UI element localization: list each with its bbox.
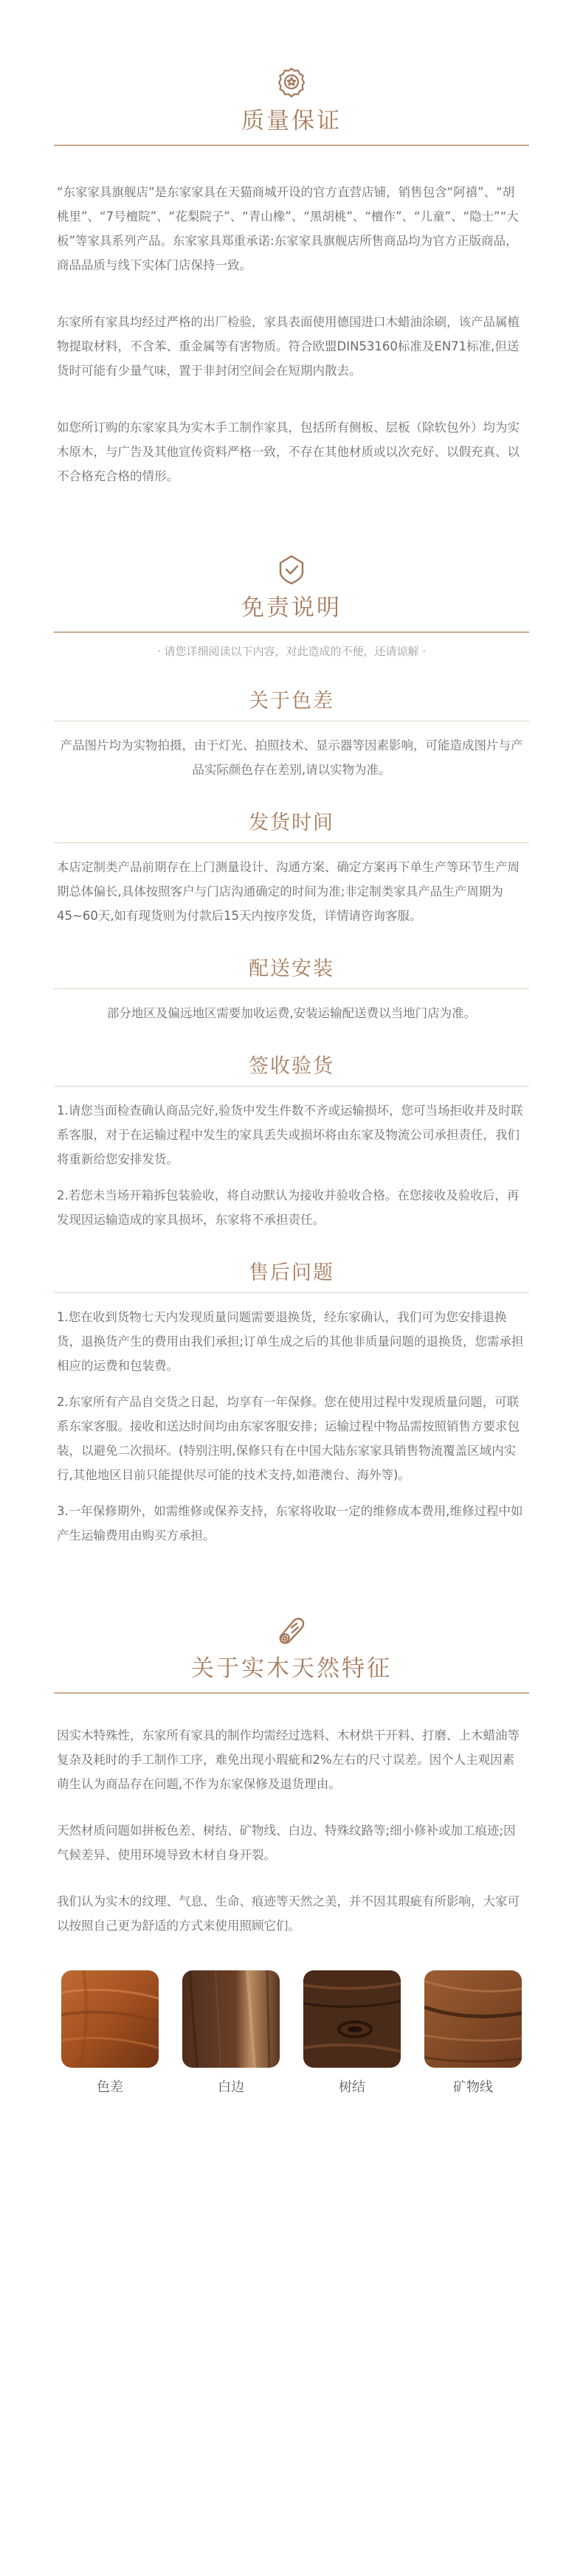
wood-paragraph-3: 我们认为实木的纹理、气息、生命、痕迹等天然之美，并不因其瑕疵有所影响，大家可以按照自己更为舒适的方式来使用照顾它们。: [57, 1894, 520, 1933]
sample-knot: [303, 1970, 401, 2096]
inspection-divider: [54, 1086, 529, 1087]
sample-label-white-edge: 白边: [218, 2080, 244, 2095]
quality-title: 质量保证: [241, 108, 342, 134]
quality-header: [0, 0, 583, 146]
disclaimer-header: [0, 553, 583, 659]
delivery-install-divider: [54, 988, 529, 989]
quality-paragraph-3: 如您所订购的东家家具为实木手工制作家具，包括所有侧板、层板（除软包外）均为实木原木，与广告及其他宣传资料严格一致，不存在其他材质或以次充好、以假充真、以不合格充合格的情形。: [57, 420, 520, 483]
disclaimer-divider: [54, 631, 529, 633]
wood-log-icon: [275, 1614, 308, 1647]
award-badge-icon: [275, 66, 308, 99]
wood-paragraph-1: 因实木特殊性，东家所有家具的制作均需经过选料、木材烘干开料、打磨、上木蜡油等复杂及耗时的手工制作工序，难免出现小瑕疵和2%左右的尺寸误差。因个人主观因素萌生认为商品存在问题,不作为东家保修及退货理由。: [57, 1728, 520, 1791]
sample-label-knot: 树结: [339, 2080, 365, 2095]
after-sales-paragraph-3: 3.一年保修期外，如需维修或保养支持，东家将收取一定的维修成本费用,维修过程中如产生运输费用由购买方承担。: [57, 1504, 523, 1543]
sample-color-diff: [61, 1970, 159, 2096]
wood-header: [0, 1614, 583, 1694]
disclaimer-title: 免责说明: [241, 595, 342, 621]
delivery-install-paragraph: 部分地区及偏远地区需要加收运费,安装运输配送费以当地门店为准。: [106, 1006, 477, 1020]
disclaimer-note: · 请您详细阅读以下内容，对此造成的不便，还请谅解 ·: [156, 645, 427, 658]
after-sales-title: 售后问题: [249, 1261, 334, 1284]
after-sales-divider: [54, 1292, 529, 1293]
shipping-time-paragraph: 本店定制类产品前期存在上门测量设计、沟通方案、确定方案再下单生产等环节生产周期总体偏长,具体按照客户与门店沟通确定的时间为准;非定制类家具产品生产周期为45~60天,如有现货则为付款后15天内按序发货，详情请咨询客服。: [57, 860, 520, 923]
sample-white-edge: [182, 1970, 280, 2096]
shipping-time-divider: [54, 842, 529, 843]
sample-label-color-diff: 色差: [97, 2080, 123, 2095]
quality-paragraph-1: “东家家具旗舰店”是东家家具在天猫商城开设的官方直营店铺，销售包含“阿禧”、“胡桃里”、“7号檀院”、“花梨院子”、“青山橡”、“黑胡桃”、“檀作”、“儿童”、“隐士”“大板”等家具系列产品。东家家具郑重承诺:东家家具旗舰店所售商品均为官方正版商品，商品品质与线下实体门店保持一致。: [57, 185, 519, 272]
color-diff-title: 关于色差: [249, 690, 334, 713]
wood-color-sample-icon: [61, 1970, 159, 2068]
inspection-paragraph-1: 1.请您当面检查确认商品完好,验货中发生件数不齐或运输损坏，您可当场拒收并及时联系客服，对于在运输过程中发生的家具丢失或损坏将由东家及物流公司承担责任，我们将重新给您安排发货。: [57, 1104, 523, 1166]
sample-mineral-line: [424, 1970, 522, 2096]
shield-check-icon: [275, 553, 308, 586]
color-diff-paragraph: 产品图片均为实物拍摄，由于灯光、拍照技术、显示器等因素影响，可能造成图片与产品实际颜色存在差别,请以实物为准。: [60, 738, 523, 777]
sample-label-mineral-line: 矿物线: [453, 2080, 493, 2095]
wood-mineral-sample-icon: [424, 1970, 522, 2068]
inspection-title: 签收验货: [249, 1055, 334, 1078]
delivery-install-title: 配送安装: [249, 958, 334, 980]
wood-samples: [0, 1970, 583, 2096]
shipping-time-title: 发货时间: [249, 811, 334, 834]
wood-knot-sample-icon: [303, 1970, 401, 2068]
wood-paragraph-2: 天然材质问题如拼板色差、树结、矿物线、白边、特殊纹路等;细小修补或加工痕迹;因气候差异、使用环境导致木材自身开裂。: [57, 1824, 516, 1862]
wood-title: 关于实木天然特征: [191, 1655, 392, 1682]
after-sales-paragraph-2: 2.东家所有产品自交货之日起，均享有一年保修。您在使用过程中发现质量问题，可联系东家客服。接收和送达时间均由东家客服安排；运输过程中物品需按照销售方要求包装，以避免二次损坏。(特别注明,保修只有在中国大陆东家家具销售物流覆盖区域内实行,其他地区目前只能提供尽可能的技术支持,如港澳台、海外等)。: [57, 1395, 520, 1482]
inspection-paragraph-2: 2.若您未当场开箱拆包装验收，将自动默认为接收并验收合格。在您接收及验收后，再发现因运输造成的家具损坏，东家将不承担责任。: [57, 1188, 520, 1227]
after-sales-paragraph-1: 1.您在收到货物七天内发现质量问题需要退换货，经东家确认，我们可为您安排退换货，退换货产生的费用由我们承担;订单生成之后的其他非质量问题的退换货，您需承担相应的运费和包装费。: [57, 1310, 524, 1373]
wood-edge-sample-icon: [182, 1970, 280, 2068]
quality-paragraph-2: 东家所有家具均经过严格的出厂检验，家具表面使用德国进口木蜡油涂刷，该产品属植物提取材料，不含苯、重金属等有害物质。符合欧盟DIN53160标准及EN71标准,但送货时可能有少量气味，置于非封闭空间会在短期内散去。: [57, 315, 520, 378]
